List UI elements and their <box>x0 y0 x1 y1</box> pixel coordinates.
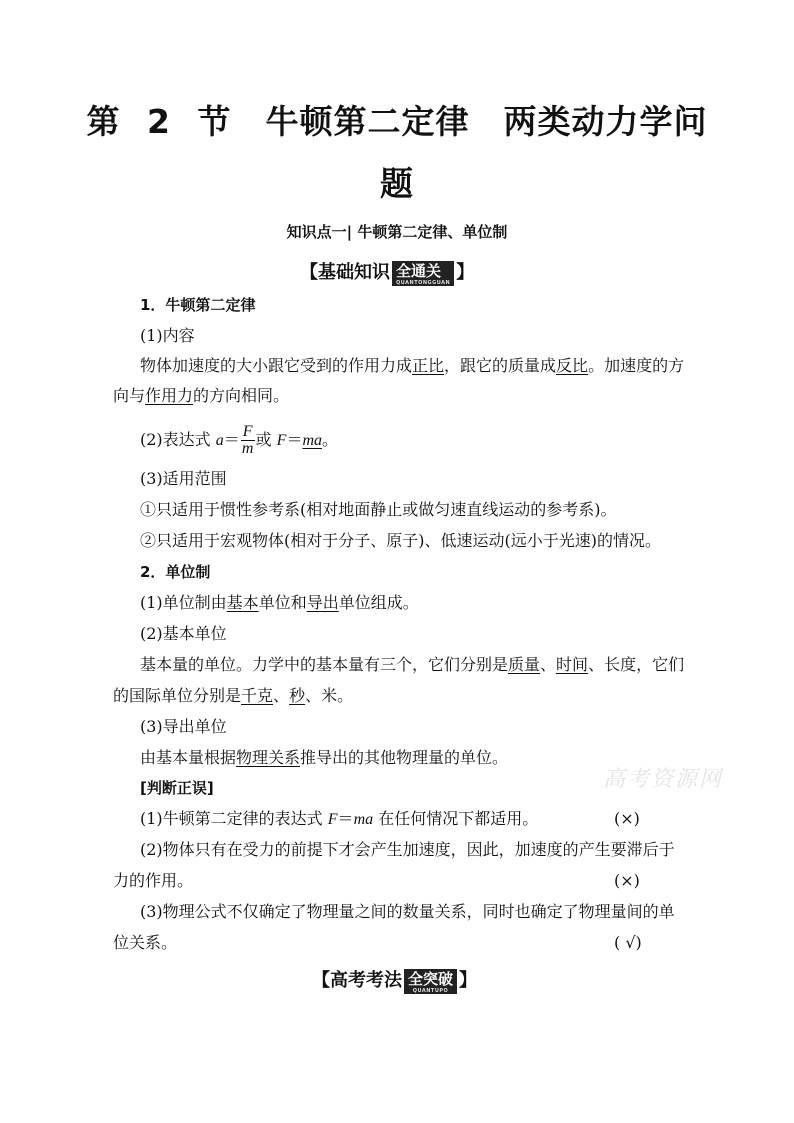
derived-units-label: (3)导出单位 <box>140 717 227 736</box>
judge-mark-1: (×) <box>614 809 640 828</box>
scope-item-1: ①只适用于惯性参考系(相对地面静止或做匀速直线运动的参考系)。 <box>140 500 617 519</box>
answer-blank: 千克 <box>241 686 274 705</box>
badge-quantongguan: 全通关 QUANTONGGUAN <box>392 261 454 286</box>
scope-item-2: ②只适用于宏观物体(相对于分子、原子)、低速运动(远小于光速)的情况。 <box>140 531 661 550</box>
knowledge-point-heading: 知识点一| 牛顿第二定律、单位制 <box>286 223 508 241</box>
section-heading-newton-second-law: 1．牛顿第二定律 <box>140 296 256 314</box>
formula-line: (2)表达式 a＝ $\frac{F}{m}$ 或 F＝ma。 <box>140 423 339 457</box>
judge-item-2: (2)物体只有在受力的前提下才会产生加速度，因此，加速度的产生要滞后于 <box>140 840 675 859</box>
base-units-label: (2)基本单位 <box>140 624 227 643</box>
answer-blank: 物理关系 <box>236 748 301 767</box>
page-title-continued: 题 <box>380 164 414 203</box>
section-banner-exam: 【高考考法 全突破 QUANTUPO 】 <box>312 969 478 994</box>
scope-label: (3)适用范围 <box>140 469 227 488</box>
fraction-f-over-m: $\frac{F}{m}$ <box>241 423 254 457</box>
answer-blank: 作用力 <box>145 386 194 405</box>
answer-blank: 正比 <box>412 356 445 375</box>
watermark: 高考资源网 <box>603 767 724 792</box>
derived-units-paragraph: 由基本量根据物理关系推导出的其他物理量的单位。 <box>140 748 509 767</box>
base-units-paragraph: 基本量的单位。力学中的基本量有三个，它们分别是质量、时间、长度，它们 <box>140 655 685 674</box>
paragraph-content-cont: 向与作用力的方向相同。 <box>113 386 290 405</box>
judge-mark-2: (×) <box>614 871 640 890</box>
answer-blank: 质量 <box>508 655 541 674</box>
judge-mark-3: ( √) <box>614 933 642 952</box>
page-title: 第 2 节 牛顿第二定律 两类动力学问 <box>86 102 708 141</box>
judge-item-2-cont: 力的作用。 <box>113 871 194 890</box>
paragraph-content: 物体加速度的大小跟它受到的作用力成正比，跟它的质量成反比。加速度的方 <box>140 356 685 375</box>
answer-blank: 基本 <box>226 593 259 612</box>
judge-item-3-cont: 位关系。 <box>113 933 178 952</box>
answer-blank: 秒 <box>289 686 306 705</box>
section-banner-basics: 【基础知识 全通关 QUANTONGGUAN 】 <box>300 261 475 286</box>
judge-heading: [判断正误] <box>140 779 214 797</box>
answer-blank: 时间 <box>556 655 589 674</box>
section-heading-units: 2．单位制 <box>140 563 211 581</box>
answer-blank: 反比 <box>556 356 589 375</box>
judge-item-3: (3)物理公式不仅确定了物理量之间的数量关系，同时也确定了物理量间的单 <box>140 902 675 921</box>
answer-blank: ma <box>302 432 323 449</box>
content-label: (1)内容 <box>140 326 195 345</box>
answer-blank: 导出 <box>306 593 339 612</box>
units-composition: (1)单位制由基本单位和导出单位组成。 <box>140 593 419 612</box>
judge-item-1: (1)牛顿第二定律的表达式 F＝ma 在任何情况下都适用。 <box>140 809 539 828</box>
badge-quantupo: 全突破 QUANTUPO <box>404 969 457 994</box>
base-units-paragraph-cont: 的国际单位分别是千克、秒、米。 <box>113 686 354 705</box>
